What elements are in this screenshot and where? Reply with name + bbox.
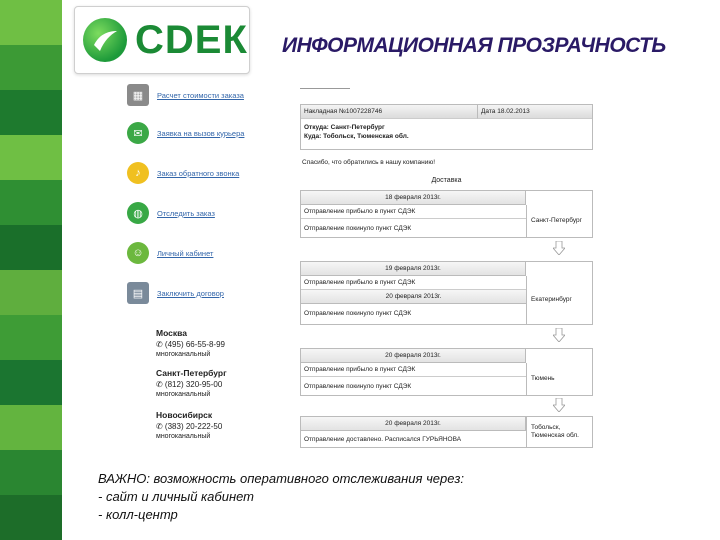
city-note: многоканальный	[156, 433, 211, 440]
tracking-screenshot	[123, 84, 593, 448]
bell-icon: ♪	[127, 162, 149, 184]
city-note: многоканальный	[156, 351, 211, 358]
important-note	[98, 470, 464, 524]
city-note: многоканальный	[156, 391, 211, 398]
stripe	[0, 90, 62, 135]
tracking-event: Отправление покинуло пункт СДЭК	[304, 224, 412, 232]
tracking-date: 18 февраля 2013г.	[301, 191, 526, 205]
stripe	[0, 180, 62, 225]
menu-label: Заказ обратного звонка	[157, 168, 240, 178]
stripe	[0, 495, 62, 540]
tracking-date: 20 февраля 2013г.	[301, 290, 526, 304]
tracking-group	[300, 261, 593, 325]
stripe	[0, 135, 62, 180]
city-name: Санкт-Петербург	[156, 368, 227, 378]
down-arrow-icon	[553, 241, 565, 255]
city-spb	[156, 368, 227, 400]
invoice-date: Дата 18.02.2013	[478, 105, 592, 119]
stripe	[0, 360, 62, 405]
stripe	[0, 270, 62, 315]
person-icon: ☺	[127, 242, 149, 264]
note-line: - колл-центр	[98, 507, 178, 522]
tracking-city: Екатеринбург	[526, 276, 592, 324]
tracking-city: Тюмень	[526, 363, 592, 395]
city-phone: ✆ (495) 66-55-8-99	[156, 340, 225, 349]
tracking-date: 20 февраля 2013г.	[301, 349, 526, 363]
stripe	[0, 225, 62, 270]
left-stripes	[0, 0, 62, 540]
stripe	[0, 450, 62, 495]
menu-item-callback[interactable]	[127, 162, 239, 184]
tracking-event: Отправление покинуло пункт СДЭК	[304, 309, 412, 317]
city-name: Москва	[156, 328, 187, 338]
envelope-icon: ✉	[127, 122, 149, 144]
down-arrow-icon	[553, 398, 565, 412]
city-phone: ✆ (383) 20-222-50	[156, 422, 223, 431]
menu-label: Расчет стоимости заказа	[157, 90, 244, 100]
tracking-date: 19 февраля 2013г.	[301, 262, 526, 276]
menu-label: Личный кабинет	[157, 248, 214, 258]
globe-icon: ◍	[127, 202, 149, 224]
document-icon: ▤	[127, 282, 149, 304]
invoice-to: Куда: Тобольск, Тюменская обл.	[304, 133, 409, 140]
tracking-group	[300, 416, 593, 448]
tracking-event: Отправление прибыло в пункт СДЭК	[301, 363, 526, 377]
top-link[interactable]	[300, 84, 350, 89]
tracking-date: 20 февраля 2013г.	[301, 417, 526, 431]
stripe	[0, 315, 62, 360]
menu-item-contract[interactable]	[127, 282, 224, 304]
city-novosibirsk	[156, 410, 222, 442]
menu-item-calc[interactable]	[127, 84, 244, 106]
city-phone: ✆ (812) 320-95-00	[156, 380, 223, 389]
note-line: - сайт и личный кабинет	[98, 489, 255, 504]
menu-item-cabinet[interactable]	[127, 242, 213, 264]
menu-item-courier[interactable]	[127, 122, 244, 144]
tracking-event: Отправление доставлено. Расписался ГУРЬЯНОВА	[304, 435, 462, 443]
invoice-from: Откуда: Санкт-Петербург	[304, 124, 385, 131]
stripe	[0, 0, 62, 45]
stripe	[0, 45, 62, 90]
invoice-number: Накладная №1007228746	[301, 105, 478, 119]
city-name: Новосибирск	[156, 410, 213, 420]
logo-text: СDЕК	[135, 17, 248, 62]
cdek-logo	[74, 6, 250, 74]
tracking-city: Санкт-Петербург	[526, 205, 592, 237]
calculator-icon: ▦	[127, 84, 149, 106]
down-arrow-icon	[553, 328, 565, 342]
logo-swoosh-icon	[83, 18, 127, 62]
tracking-group	[300, 190, 593, 238]
tracking-city: Тобольск, Тюменская обл.	[526, 417, 592, 447]
menu-label: Заявка на вызов курьера	[157, 128, 245, 138]
menu-label: Заключить договор	[157, 288, 224, 298]
invoice-box	[300, 104, 593, 150]
menu-label: Отследить заказ	[157, 208, 215, 218]
thanks-text: Спасибо, что обратились в нашу компанию!	[302, 159, 436, 166]
menu-item-track[interactable]	[127, 202, 215, 224]
stripe	[0, 405, 62, 450]
tracking-event: Отправление прибыло в пункт СДЭК	[301, 276, 526, 290]
tracking-event: Отправление прибыло в пункт СДЭК	[301, 205, 526, 219]
page-title: ИНФОРМАЦИОННАЯ ПРОЗРАЧНОСТЬ	[282, 34, 666, 57]
section-title: Доставка	[431, 177, 462, 184]
city-moscow	[156, 328, 225, 360]
tracking-event: Отправление покинуло пункт СДЭК	[304, 382, 412, 390]
note-line: ВАЖНО: возможность оперативного отслеживания через:	[98, 471, 465, 486]
tracking-group	[300, 348, 593, 396]
